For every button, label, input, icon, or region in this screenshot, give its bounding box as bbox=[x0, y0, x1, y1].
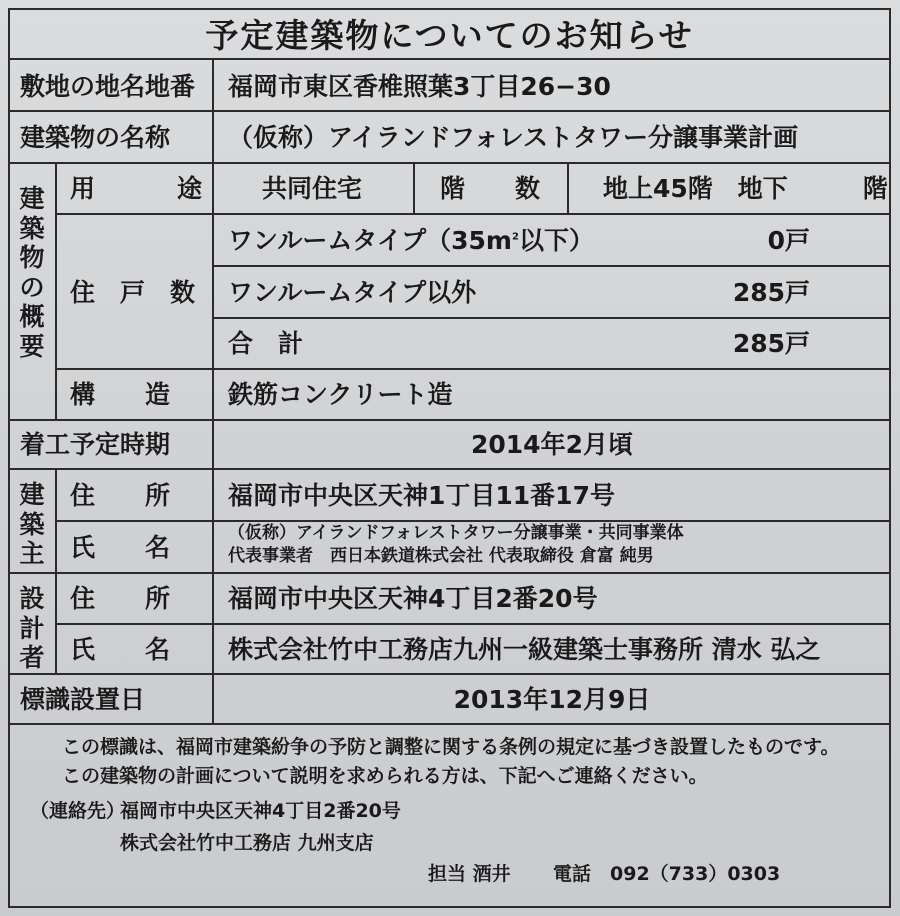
contact-address: 福岡市中央区天神4丁目2番20号 bbox=[120, 800, 401, 822]
floors-value: 地上45階 地下 階 bbox=[603, 174, 888, 203]
footer-line1: この標識は、福岡市建築紛争の予防と調整に関する条例の規定に基づき設置したものです。 bbox=[62, 736, 840, 758]
designer-name-label: 氏 名 bbox=[70, 635, 171, 664]
other-units-label: ワンルームタイプ以外 bbox=[228, 278, 477, 307]
structure-value: 鉄筋コンクリート造 bbox=[228, 380, 453, 409]
contact-person: 担当 酒井 bbox=[428, 863, 511, 885]
notice-title: 予定建築物についてのお知らせ bbox=[8, 8, 891, 60]
designer-name-value: 株式会社竹中工務店九州一級建築士事務所 清水 弘之 bbox=[228, 635, 821, 664]
designer-group-label: 設 計 者 bbox=[19, 584, 45, 672]
phone-number: 092（733）0303 bbox=[610, 863, 781, 885]
building-name-label: 建築物の名称 bbox=[20, 123, 171, 152]
overview-group-label: 建 築 物 の 概 要 bbox=[19, 184, 45, 361]
contact-company: 株式会社竹中工務店 九州支店 bbox=[120, 832, 374, 854]
owner-group-label: 建 築 主 bbox=[19, 480, 45, 568]
one-room-label: ワンルームタイプ（$35m^2$以下） bbox=[228, 226, 594, 255]
owner-name-line2: 代表事業者 西日本鉄道株式会社 代表取締役 倉富 純男 bbox=[228, 546, 654, 566]
start-value: 2014年2月頃 bbox=[471, 430, 633, 459]
owner-address-label: 住 所 bbox=[70, 481, 171, 510]
designer-address-value: 福岡市中央区天神4丁目2番20号 bbox=[228, 584, 598, 613]
one-room-count: 0戸 bbox=[767, 226, 810, 255]
structure-label: 構 造 bbox=[70, 380, 171, 409]
total-units-label: 合 計 bbox=[228, 329, 304, 358]
owner-address-value: 福岡市中央区天神1丁目11番17号 bbox=[228, 481, 615, 510]
start-label: 着工予定時期 bbox=[20, 430, 171, 459]
use-label: 用 途 bbox=[70, 174, 202, 203]
total-units-count: 285戸 bbox=[732, 329, 810, 358]
designer-address-label: 住 所 bbox=[70, 584, 171, 613]
site-label: 敷地の地名地番 bbox=[20, 72, 196, 101]
units-label: 住 戸 数 bbox=[70, 278, 196, 307]
site-value: 福岡市東区香椎照葉3丁目26−30 bbox=[228, 72, 611, 101]
footer-line2: この建築物の計画について説明を求められる方は、下記へご連絡ください。 bbox=[62, 765, 708, 787]
posted-value: 2013年12月9日 bbox=[453, 685, 651, 714]
contact-label: （連絡先） bbox=[30, 800, 126, 822]
posted-label: 標識設置日 bbox=[20, 685, 146, 714]
other-units-count: 285戸 bbox=[732, 278, 810, 307]
owner-name-line1: （仮称）アイランドフォレストタワー分譲事業・共同事業体 bbox=[228, 523, 684, 543]
use-value: 共同住宅 bbox=[262, 174, 363, 203]
owner-name-label: 氏 名 bbox=[70, 533, 171, 562]
floors-label: 階 数 bbox=[440, 174, 541, 203]
phone-label: 電話 bbox=[553, 863, 592, 885]
building-name-value: （仮称）アイランドフォレストタワー分譲事業計画 bbox=[228, 123, 799, 152]
